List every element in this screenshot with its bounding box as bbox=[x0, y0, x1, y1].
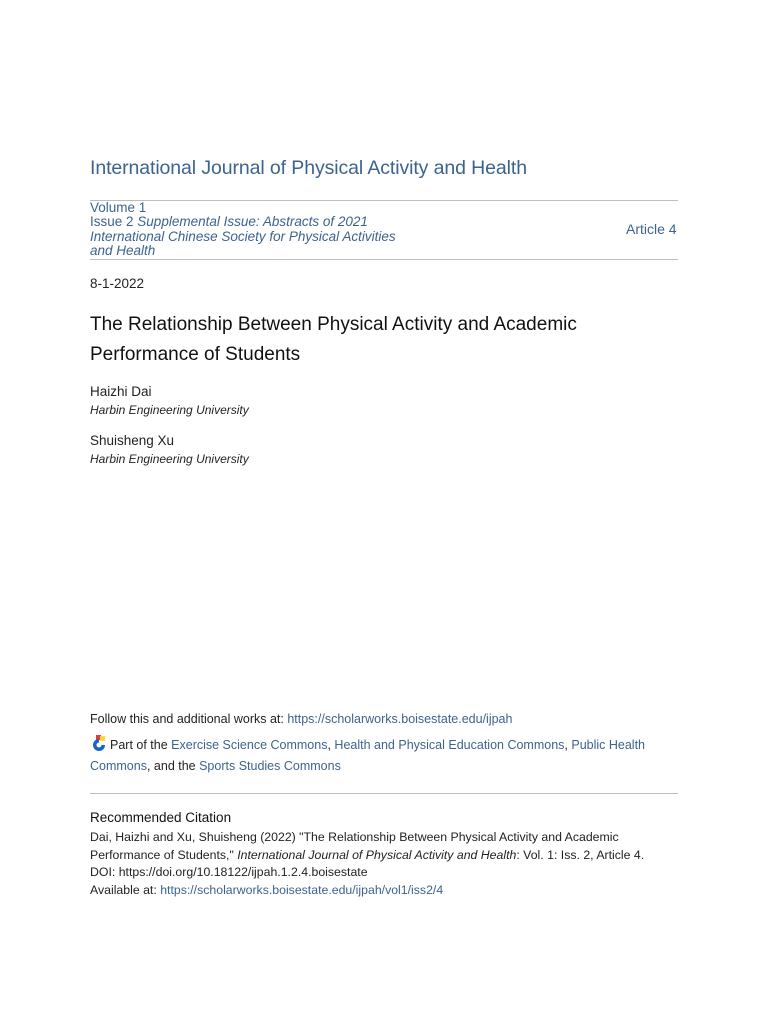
author-name: Haizhi Dai bbox=[90, 384, 152, 399]
public-health-commons-link[interactable]: Public Health Commons bbox=[90, 738, 646, 773]
issue-link[interactable] bbox=[90, 215, 410, 258]
follow-url-link[interactable]: https://scholarworks.boisestate.edu/ijpah bbox=[287, 712, 513, 726]
paper-title: The Relationship Between Physical Activity and Academic Performance of Students bbox=[90, 314, 577, 365]
divider-citation bbox=[90, 793, 678, 794]
sports-studies-commons-link[interactable]: Sports Studies Commons bbox=[199, 759, 341, 773]
bepress-commons-icon bbox=[90, 735, 108, 753]
author-name: Shuisheng Xu bbox=[90, 433, 175, 448]
citation-text: Dai, Haizhi and Xu, Shuisheng (2022) "The Relationship Between Physical Activity and Academic Performance of Students," International Journal of Physical Activity and Health: Vol. 1: Iss. 2, Article 4. DOI: https://doi.org/10.18122/ijpah.1.2.4.boisestate Available at: https://scholarworks.boisestate.edu/ijpah/vol1/iss2/4 bbox=[90, 830, 645, 897]
author-affiliation: Harbin Engineering University bbox=[90, 452, 249, 466]
follow-line bbox=[90, 712, 512, 726]
citation-doi: DOI: https://doi.org/10.18122/ijpah.1.2.4.boisestate bbox=[90, 865, 368, 880]
issue-title: Supplemental Issue: Abstracts of 2021 International Chinese Society for Physical Activities and Health bbox=[90, 214, 396, 258]
exercise-science-commons-link[interactable]: Exercise Science Commons bbox=[171, 738, 328, 752]
issue-info bbox=[90, 201, 410, 258]
recommended-citation-heading: Recommended Citation bbox=[90, 810, 232, 825]
divider-issue-bottom bbox=[90, 259, 678, 260]
article-number[interactable]: Article 4 bbox=[626, 221, 677, 237]
publication-date: 8-1-2022 bbox=[90, 276, 145, 291]
available-url-link[interactable]: https://scholarworks.boisestate.edu/ijpah/vol1/iss2/4 bbox=[160, 882, 444, 897]
available-label: Available at: bbox=[90, 882, 161, 897]
author-affiliation: Harbin Engineering University bbox=[90, 403, 249, 417]
follow-label: Follow this and additional works at: bbox=[90, 712, 288, 726]
volume-link[interactable]: Volume 1 bbox=[90, 200, 147, 215]
issue-prefix: Issue 2 bbox=[90, 214, 134, 230]
part-of-commons: Part of the Exercise Science Commons, Health and Physical Education Commons, Public Health Commons, and the Sports Studies Commons bbox=[90, 735, 680, 777]
citation-journal: International Journal of Physical Activity and Health bbox=[237, 847, 517, 862]
health-physical-education-commons-link[interactable]: Health and Physical Education Commons bbox=[334, 738, 565, 752]
journal-title[interactable]: International Journal of Physical Activity and Health bbox=[90, 157, 527, 179]
